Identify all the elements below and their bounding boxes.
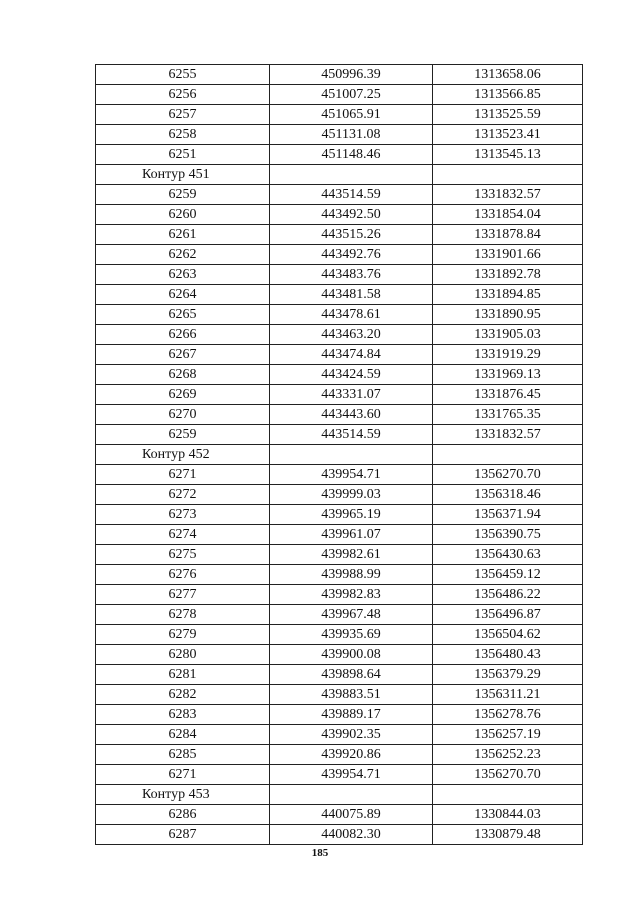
x-coordinate-cell: 443492.76 [270, 245, 433, 265]
empty-cell [270, 785, 433, 805]
y-coordinate-cell: 1356278.76 [433, 705, 583, 725]
point-number-cell: 6266 [96, 325, 270, 345]
contour-label: Контур 453 [96, 785, 270, 805]
point-number-cell: 6287 [96, 825, 270, 845]
y-coordinate-cell: 1356257.19 [433, 725, 583, 745]
table-row [96, 565, 583, 585]
empty-cell [433, 785, 583, 805]
table-row [96, 705, 583, 725]
point-number-cell: 6265 [96, 305, 270, 325]
point-number-cell: 6279 [96, 625, 270, 645]
coordinates-table [95, 64, 583, 845]
empty-cell [433, 165, 583, 185]
point-number-cell: 6258 [96, 125, 270, 145]
point-number-cell: 6284 [96, 725, 270, 745]
x-coordinate-cell: 450996.39 [270, 65, 433, 85]
x-coordinate-cell: 439999.03 [270, 485, 433, 505]
y-coordinate-cell: 1356496.87 [433, 605, 583, 625]
y-coordinate-cell: 1331901.66 [433, 245, 583, 265]
table-row [96, 505, 583, 525]
y-coordinate-cell: 1331892.78 [433, 265, 583, 285]
point-number-cell: 6276 [96, 565, 270, 585]
y-coordinate-cell: 1356252.23 [433, 745, 583, 765]
x-coordinate-cell: 439982.61 [270, 545, 433, 565]
table-row [96, 825, 583, 845]
point-number-cell: 6286 [96, 805, 270, 825]
contour-label: Контур 452 [96, 445, 270, 465]
x-coordinate-cell: 439902.35 [270, 725, 433, 745]
point-number-cell: 6285 [96, 745, 270, 765]
x-coordinate-cell: 439961.07 [270, 525, 433, 545]
point-number-cell: 6256 [96, 85, 270, 105]
point-number-cell: 6283 [96, 705, 270, 725]
point-number-cell: 6264 [96, 285, 270, 305]
table-row [96, 365, 583, 385]
table-row [96, 585, 583, 605]
point-number-cell: 6268 [96, 365, 270, 385]
point-number-cell: 6261 [96, 225, 270, 245]
point-number-cell: 6255 [96, 65, 270, 85]
table-row [96, 305, 583, 325]
x-coordinate-cell: 443478.61 [270, 305, 433, 325]
x-coordinate-cell: 439889.17 [270, 705, 433, 725]
y-coordinate-cell: 1331832.57 [433, 185, 583, 205]
x-coordinate-cell: 443331.07 [270, 385, 433, 405]
contour-label: Контур 451 [96, 165, 270, 185]
y-coordinate-cell: 1356318.46 [433, 485, 583, 505]
x-coordinate-cell: 439967.48 [270, 605, 433, 625]
x-coordinate-cell: 439935.69 [270, 625, 433, 645]
table-row [96, 665, 583, 685]
x-coordinate-cell: 443514.59 [270, 425, 433, 445]
x-coordinate-cell: 451148.46 [270, 145, 433, 165]
y-coordinate-cell: 1356459.12 [433, 565, 583, 585]
table-row [96, 205, 583, 225]
table-row [96, 245, 583, 265]
table-row [96, 405, 583, 425]
x-coordinate-cell: 439920.86 [270, 745, 433, 765]
x-coordinate-cell: 439982.83 [270, 585, 433, 605]
table-row [96, 125, 583, 145]
point-number-cell: 6260 [96, 205, 270, 225]
y-coordinate-cell: 1331878.84 [433, 225, 583, 245]
table-row [96, 525, 583, 545]
y-coordinate-cell: 1331832.57 [433, 425, 583, 445]
point-number-cell: 6277 [96, 585, 270, 605]
y-coordinate-cell: 1313523.41 [433, 125, 583, 145]
y-coordinate-cell: 1356270.70 [433, 765, 583, 785]
y-coordinate-cell: 1356371.94 [433, 505, 583, 525]
y-coordinate-cell: 1313566.85 [433, 85, 583, 105]
y-coordinate-cell: 1356430.63 [433, 545, 583, 565]
x-coordinate-cell: 439898.64 [270, 665, 433, 685]
table-row [96, 385, 583, 405]
point-number-cell: 6270 [96, 405, 270, 425]
table-row [96, 765, 583, 785]
point-number-cell: 6257 [96, 105, 270, 125]
x-coordinate-cell: 439965.19 [270, 505, 433, 525]
point-number-cell: 6267 [96, 345, 270, 365]
table-row [96, 645, 583, 665]
table-row [96, 145, 583, 165]
y-coordinate-cell: 1330844.03 [433, 805, 583, 825]
y-coordinate-cell: 1313658.06 [433, 65, 583, 85]
table-row [96, 225, 583, 245]
x-coordinate-cell: 451131.08 [270, 125, 433, 145]
empty-cell [433, 445, 583, 465]
table-row [96, 105, 583, 125]
x-coordinate-cell: 443483.76 [270, 265, 433, 285]
table-row [96, 545, 583, 565]
page-number: 185 [311, 847, 329, 859]
table-row [96, 485, 583, 505]
table-row [96, 805, 583, 825]
coordinates-table-body [96, 65, 583, 845]
table-row [96, 185, 583, 205]
x-coordinate-cell: 439954.71 [270, 465, 433, 485]
y-coordinate-cell: 1313545.13 [433, 145, 583, 165]
table-row [96, 85, 583, 105]
point-number-cell: 6263 [96, 265, 270, 285]
y-coordinate-cell: 1313525.59 [433, 105, 583, 125]
y-coordinate-cell: 1356270.70 [433, 465, 583, 485]
point-number-cell: 6274 [96, 525, 270, 545]
y-coordinate-cell: 1331890.95 [433, 305, 583, 325]
point-number-cell: 6251 [96, 145, 270, 165]
x-coordinate-cell: 443492.50 [270, 205, 433, 225]
x-coordinate-cell: 440082.30 [270, 825, 433, 845]
point-number-cell: 6273 [96, 505, 270, 525]
y-coordinate-cell: 1356486.22 [433, 585, 583, 605]
point-number-cell: 6259 [96, 425, 270, 445]
table-row [96, 345, 583, 365]
y-coordinate-cell: 1356504.62 [433, 625, 583, 645]
point-number-cell: 6282 [96, 685, 270, 705]
x-coordinate-cell: 451065.91 [270, 105, 433, 125]
y-coordinate-cell: 1356379.29 [433, 665, 583, 685]
y-coordinate-cell: 1331905.03 [433, 325, 583, 345]
x-coordinate-cell: 443474.84 [270, 345, 433, 365]
x-coordinate-cell: 439988.99 [270, 565, 433, 585]
point-number-cell: 6269 [96, 385, 270, 405]
y-coordinate-cell: 1356480.43 [433, 645, 583, 665]
y-coordinate-cell: 1331969.13 [433, 365, 583, 385]
x-coordinate-cell: 439954.71 [270, 765, 433, 785]
x-coordinate-cell: 443424.59 [270, 365, 433, 385]
contour-header-row [96, 165, 583, 185]
table-row [96, 685, 583, 705]
table-row [96, 425, 583, 445]
y-coordinate-cell: 1331854.04 [433, 205, 583, 225]
x-coordinate-cell: 439883.51 [270, 685, 433, 705]
y-coordinate-cell: 1331894.85 [433, 285, 583, 305]
table-row [96, 465, 583, 485]
contour-header-row [96, 445, 583, 465]
x-coordinate-cell: 443514.59 [270, 185, 433, 205]
table-row [96, 625, 583, 645]
point-number-cell: 6275 [96, 545, 270, 565]
point-number-cell: 6281 [96, 665, 270, 685]
point-number-cell: 6280 [96, 645, 270, 665]
y-coordinate-cell: 1356390.75 [433, 525, 583, 545]
empty-cell [270, 445, 433, 465]
point-number-cell: 6272 [96, 485, 270, 505]
table-row [96, 725, 583, 745]
x-coordinate-cell: 443515.26 [270, 225, 433, 245]
y-coordinate-cell: 1331876.45 [433, 385, 583, 405]
x-coordinate-cell: 443463.20 [270, 325, 433, 345]
x-coordinate-cell: 451007.25 [270, 85, 433, 105]
table-row [96, 265, 583, 285]
y-coordinate-cell: 1331765.35 [433, 405, 583, 425]
table-row [96, 65, 583, 85]
x-coordinate-cell: 439900.08 [270, 645, 433, 665]
empty-cell [270, 165, 433, 185]
table-row [96, 745, 583, 765]
point-number-cell: 6259 [96, 185, 270, 205]
point-number-cell: 6278 [96, 605, 270, 625]
x-coordinate-cell: 443443.60 [270, 405, 433, 425]
y-coordinate-cell: 1356311.21 [433, 685, 583, 705]
point-number-cell: 6271 [96, 465, 270, 485]
contour-header-row [96, 785, 583, 805]
table-row [96, 605, 583, 625]
table-row [96, 285, 583, 305]
table-row [96, 325, 583, 345]
x-coordinate-cell: 440075.89 [270, 805, 433, 825]
y-coordinate-cell: 1330879.48 [433, 825, 583, 845]
point-number-cell: 6271 [96, 765, 270, 785]
x-coordinate-cell: 443481.58 [270, 285, 433, 305]
y-coordinate-cell: 1331919.29 [433, 345, 583, 365]
point-number-cell: 6262 [96, 245, 270, 265]
